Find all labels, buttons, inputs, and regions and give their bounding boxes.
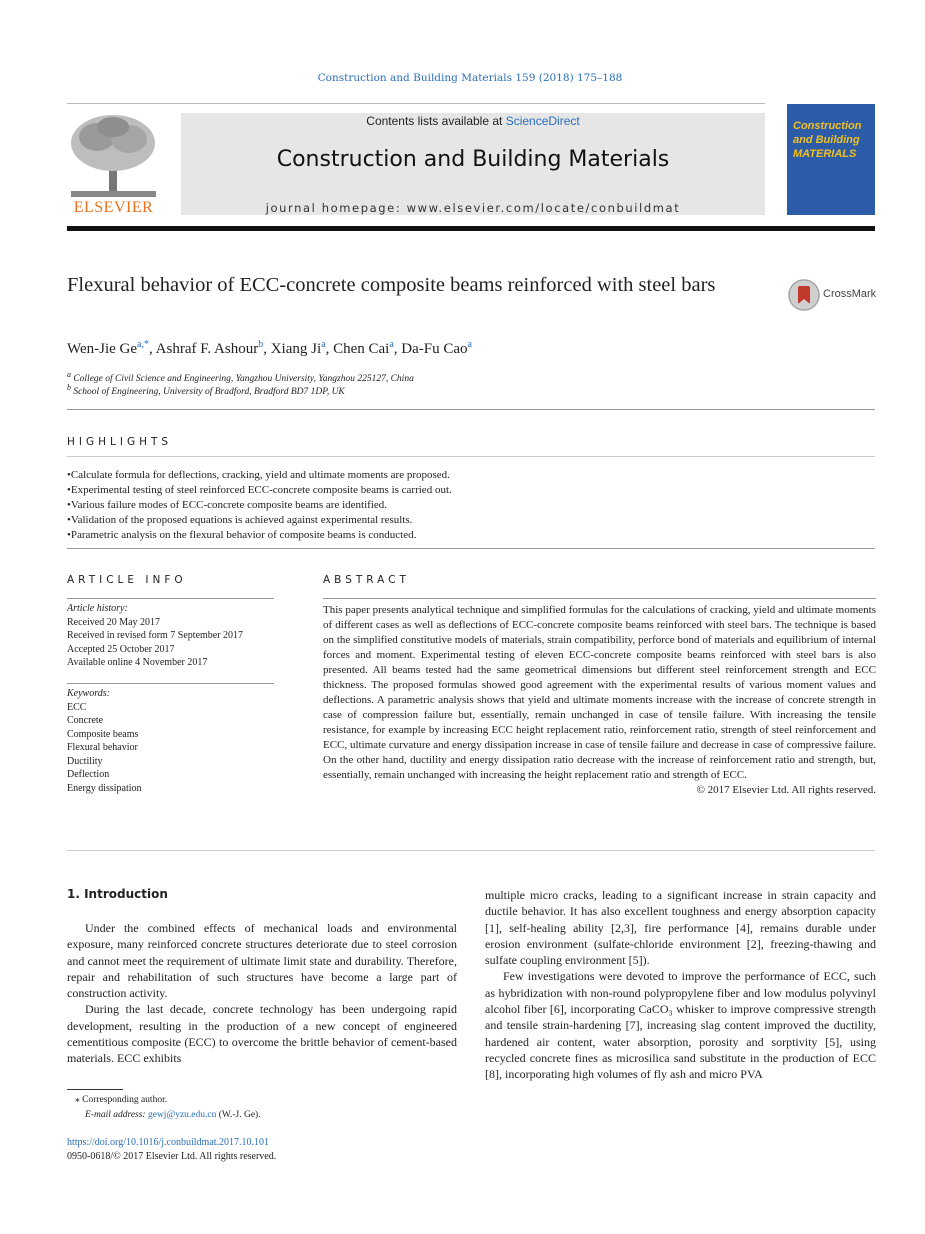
history-label: Article history: (67, 603, 128, 614)
divider (67, 456, 875, 457)
publisher-name: ELSEVIER (73, 199, 154, 216)
email-suffix: (W.-J. Ge). (216, 1109, 261, 1120)
article-info-heading: ARTICLE INFO (67, 574, 187, 586)
highlight-item: • Validation of the proposed equations is achieved against experimental results. (67, 513, 875, 528)
abstract-copyright: © 2017 Elsevier Ltd. All rights reserved. (696, 784, 876, 796)
author-name: Ashraf F. Ashour (155, 341, 259, 357)
corresponding-author: ⁎ Corresponding author. (75, 1095, 168, 1105)
history-item: Accepted 25 October 2017 (67, 643, 175, 655)
keywords (67, 687, 274, 795)
crossmark-label[interactable]: CrossMark (823, 288, 877, 300)
intro-left-column (67, 920, 457, 1067)
contents-prefix: Contents lists available at (366, 114, 506, 128)
affiliation-text: College of Civil Science and Engineering, Yangzhou University, Yangzhou 225127, China (73, 374, 414, 385)
doi-block (67, 1136, 276, 1164)
cover-title: Construction and Building MATERIALS (793, 120, 862, 160)
footnote (67, 1093, 457, 1122)
author-list: Wen-Jie $Ge^{a,*}$, Ashraf F. Ashour$^b$, Xiang Ji$^a$, Chen Cai$^a$, Da-Fu Cao$^a$ (67, 339, 472, 357)
email-label: E-mail address: (85, 1109, 148, 1120)
crossmark-icon[interactable] (788, 279, 820, 311)
divider (67, 598, 274, 599)
history-item: Available online 4 November 2017 (67, 657, 208, 668)
author-name: Wen-Jie Ge (67, 341, 138, 357)
highlight-item: • Various failure modes of ECC-concrete composite beams are identified. (67, 498, 875, 513)
affiliation-b (67, 383, 345, 397)
history-item: Received 20 May 2017 (67, 616, 161, 628)
author-sup[interactable]: a,* (137, 339, 149, 350)
contents-line (181, 114, 765, 128)
article-history (67, 602, 274, 670)
divider (67, 850, 875, 851)
highlight-item: • Experimental testing of steel reinforced ECC-concrete composite beams is carried out. (67, 483, 875, 498)
intro-paragraph: During the last decade, concrete technology has been undergoing rapid development, resulting in the production of a new concept of engineered cementitious composite (ECC) to overcome the brittle behavior of cement-based materials. ECC exhibits (67, 1002, 457, 1066)
email-link[interactable]: gewj@yzu.edu.cn (147, 1109, 217, 1120)
keyword: ECC (67, 701, 87, 713)
keyword: Deflection (67, 769, 110, 780)
author-sup[interactable]: a (321, 339, 326, 350)
author-name: Xiang Ji (270, 341, 322, 357)
abstract-heading: ABSTRACT (323, 574, 410, 586)
affiliation-sup: b (67, 383, 71, 392)
article-title: Flexural behavior of ECC-concrete composite beams reinforced with steel bars (67, 274, 716, 296)
footnote-rule (67, 1089, 123, 1090)
journal-title: Construction and Building Materials (276, 147, 670, 172)
abstract-body (323, 603, 876, 798)
author-name: Da-Fu Cao (401, 341, 468, 357)
keyword: Ductility (67, 755, 103, 767)
sciencedirect-link[interactable]: ScienceDirect (505, 114, 580, 128)
keyword: Flexural behavior (67, 742, 138, 753)
intro-heading: 1. Introduction (67, 887, 168, 901)
highlights-heading: HIGHLIGHTS (67, 436, 173, 448)
affiliation-text: School of Engineering, University of Bradford, Bradford BD7 1DP, UK (73, 387, 345, 398)
keyword: Composite beams (67, 728, 139, 740)
divider (67, 409, 875, 410)
journal-reference[interactable]: Construction and Building Materials 159 (2018) 175–188 (317, 72, 623, 84)
divider (67, 548, 875, 549)
intro-right-column (485, 887, 876, 1083)
divider (323, 598, 876, 599)
history-item: Received in revised form 7 September 2017 (67, 630, 244, 641)
issn-line: 0950-0618/© 2017 Elsevier Ltd. All rights reserved. (67, 1151, 277, 1162)
keyword: Energy dissipation (67, 782, 142, 794)
abstract-text: This paper presents analytical technique and simplified formulas for the calculations of cracking, yield and ultimate moments of different cases as well as deflections of ECC-concrete composite beams reinforced with steel bars. The technique is based on the simplified constitutive models of materials, strain compatibility, perforce bond of materials and equilibrium of internal forces and moment. Experimental testing of eleven ECC-concrete composite beams reinforced with steel bars is also presented. All beams tested had the same geometrical dimensions but different steel reinforcement strength and ECC thickness. The proposed formulas showed good agreement with the experimental results of various moment values and deflections. A parametric analysis shows that yield and ultimate moments increase with the increase of concrete strength in case of compression failure but, essentially, remain unchanged in case of tensile failure. With increasing the tensile resistance, for example by increasing ECC height replacement ratio, reinforcement ratio, strength of steel reinforcement and ECC, ultimate curvature and energy dissipation increase in case of tensile failure and decrease in case of compressive failure. On the other hand, ductility and energy dissipation ratio decrease with the increase of reinforcement ratio and strength, but, essentially, remain unchanged with increasing the height replacement ratio and strength of ECC. (323, 604, 876, 781)
author-sup[interactable]: a (389, 339, 394, 350)
email-line (67, 1108, 457, 1123)
intro-paragraph: Few investigations were devoted to improve the performance of ECC, such as hybridization with non-round polypropylene fiber and low modulus polyvinyl alcohol fiber [6], incorporating CaCO₃ whisker to improve compressive strength and tensile strain-hardening [7], increasing slag content improved the ductility, hardened air content, water absorption, porosity and sorptivity [5], using recycled concrete fines as microsilica sand substitute in the production of ECC [8], incorporating high volumes of fly ash and micro PVA (485, 969, 876, 1082)
doi-link[interactable]: https://doi.org/10.1016/j.conbuildmat.2017.10.101 (67, 1137, 270, 1148)
author-sup[interactable]: a (467, 339, 472, 350)
journal-homepage[interactable]: journal homepage: www.elsevier.com/locate/conbuildmat (265, 201, 681, 215)
divider (67, 683, 274, 684)
header-rule (67, 103, 765, 104)
highlight-item: • Calculate formula for deflections, cracking, yield and ultimate moments are proposed. (67, 468, 875, 483)
intro-paragraph: multiple micro cracks, leading to a significant increase in strain capacity and ductile behavior. It has also excellent toughness and energy absorption capacity [1], self-healing ability [2,3], fire performance [4], remains durable under erosion environment (sulfate-chloride environment [2], freezing-thawing and sulfate coupling environment [5]). (485, 888, 876, 968)
author-sup[interactable]: b (258, 339, 264, 350)
highlight-item: • Parametric analysis on the flexural behavior of composite beams is conducted. (67, 528, 875, 543)
keyword: Concrete (67, 715, 104, 726)
affiliation-sup: a (67, 370, 71, 379)
author-name: Chen Cai (333, 341, 390, 357)
header-thick-rule (67, 226, 875, 231)
highlights-list (67, 468, 875, 543)
keywords-label: Keywords: (67, 688, 110, 699)
intro-paragraph: Under the combined effects of mechanical loads and environmental exposure, many reinforced concrete structures deteriorate due to steel corrosion and cannot meet the requirement of ultimate limit state and durability. Therefore, repair and rehabilitation of such structures have become a large part of construction activity. (67, 921, 457, 1001)
